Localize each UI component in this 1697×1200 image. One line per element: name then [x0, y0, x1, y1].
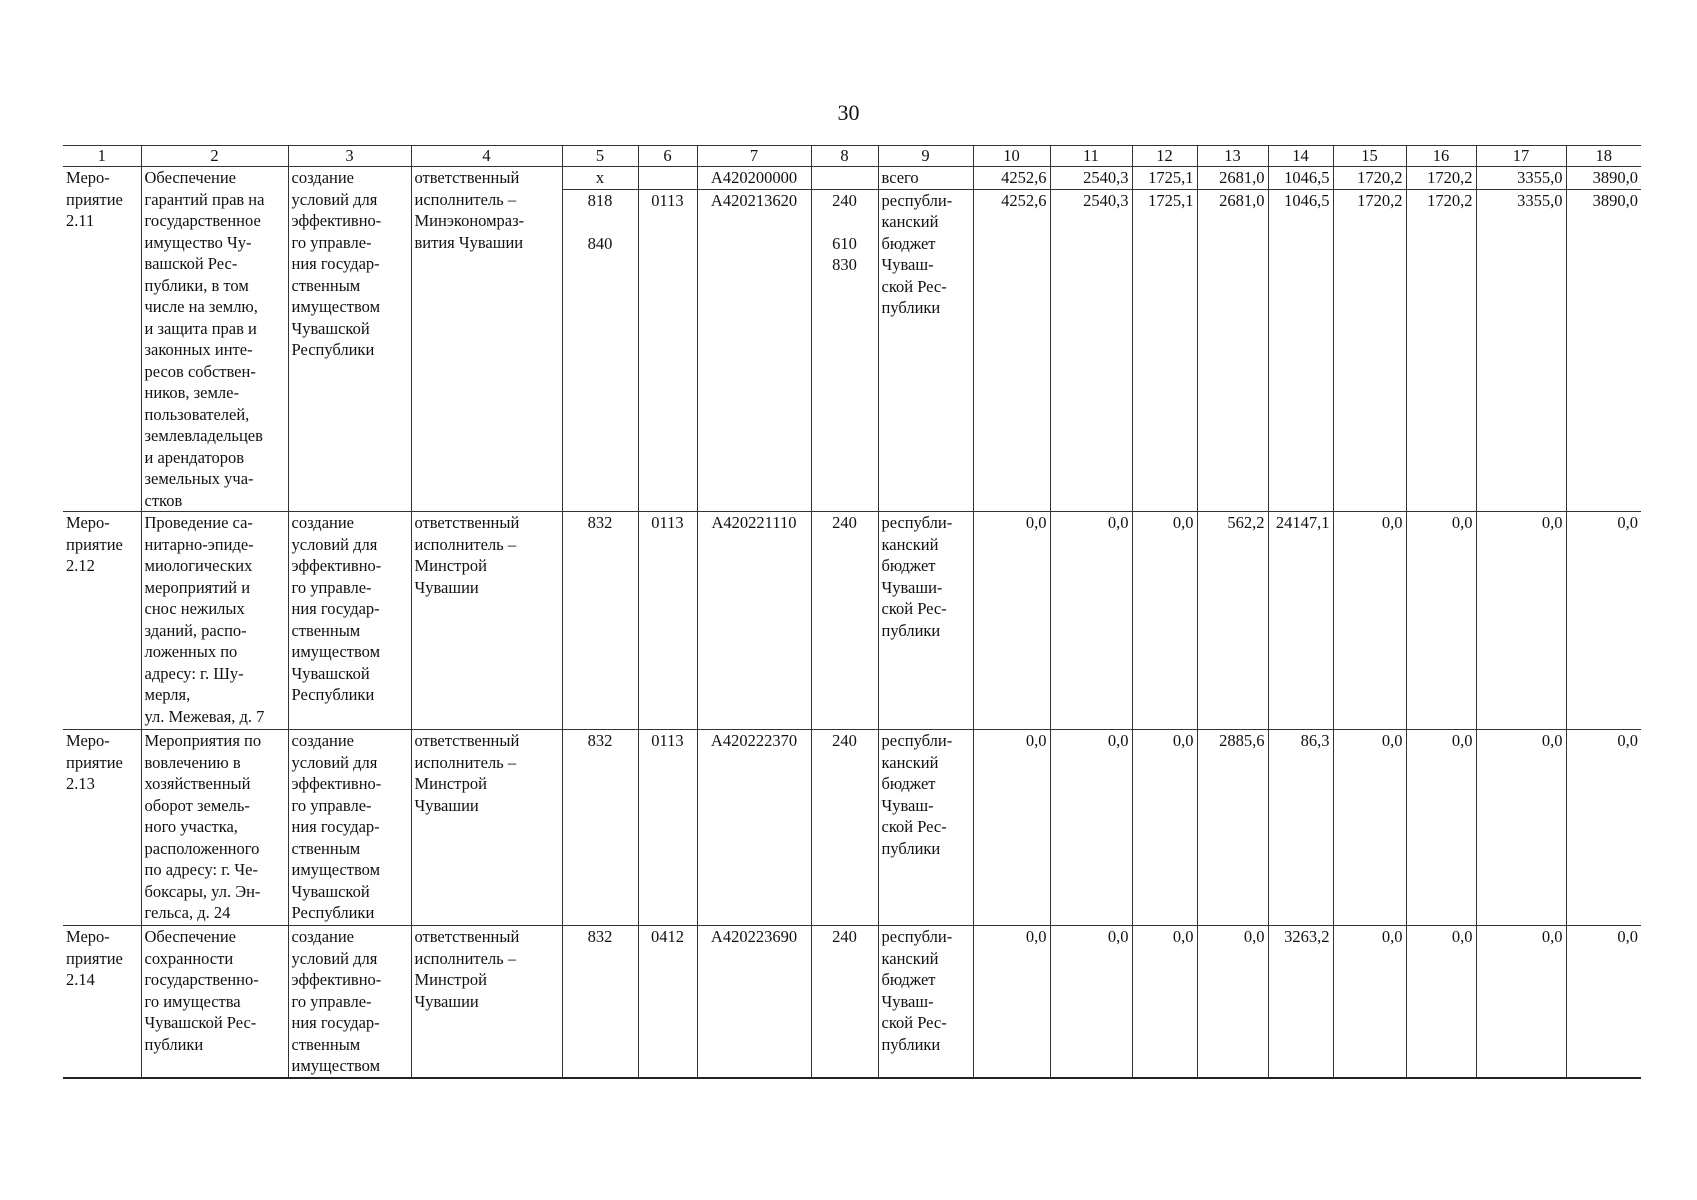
cell: республи- канский бюджет Чуваш- ской Рес- публики — [878, 926, 973, 1078]
cell: 3263,2 — [1268, 926, 1333, 1078]
cell: 832 — [562, 730, 638, 926]
header-cell: 3 — [288, 146, 411, 167]
cell: А420213620 — [697, 189, 811, 511]
cell: 0,0 — [1132, 926, 1197, 1078]
cell: 1046,5 — [1268, 189, 1333, 511]
cell: 0,0 — [1050, 512, 1132, 730]
cell: 0,0 — [1476, 926, 1566, 1078]
cell: 1720,2 — [1406, 189, 1476, 511]
header-cell: 1 — [63, 146, 141, 167]
header-cell: 14 — [1268, 146, 1333, 167]
header-cell: 4 — [411, 146, 562, 167]
header-cell: 9 — [878, 146, 973, 167]
cell: 240 — [811, 512, 878, 730]
cell: 0,0 — [973, 926, 1050, 1078]
header-cell: 5 — [562, 146, 638, 167]
cell: 86,3 — [1268, 730, 1333, 926]
header-cell: 8 — [811, 146, 878, 167]
header-cell: 12 — [1132, 146, 1197, 167]
cell: А420223690 — [697, 926, 811, 1078]
cell: 1725,1 — [1132, 167, 1197, 190]
cell: республи- канский бюджет Чуваш- ской Рес- публики — [878, 730, 973, 926]
cell: А420222370 — [697, 730, 811, 926]
cell: 4252,6 — [973, 167, 1050, 190]
cell: А420200000 — [697, 167, 811, 190]
cell: 2540,3 — [1050, 189, 1132, 511]
cell: 818 840 — [562, 189, 638, 511]
header-cell: 2 — [141, 146, 288, 167]
event-name: Обеспечение сохранности государственно- го имущества Чувашской Рес- публики — [141, 926, 288, 1078]
cell: 1720,2 — [1333, 167, 1406, 190]
cell — [638, 167, 697, 190]
cell: 1720,2 — [1406, 167, 1476, 190]
cell: 0,0 — [1197, 926, 1268, 1078]
header-cell: 13 — [1197, 146, 1268, 167]
program-events-table — [63, 145, 1641, 1079]
event-number: Меро- приятие 2.12 — [63, 512, 141, 730]
cell: 0,0 — [1566, 512, 1641, 730]
cell: х — [562, 167, 638, 190]
cell — [811, 167, 878, 190]
event-name: Обеспечение гарантий прав на государственное имущество Чу- вашской Рес- публики, в том числе на землю, и защита прав и законных инте- ресов собствен- ников, земле- пользователей, землевладельцев и арендаторов земельных уча- стков — [141, 167, 288, 512]
header-cell: 6 — [638, 146, 697, 167]
cell: 0,0 — [1406, 512, 1476, 730]
cell: всего — [878, 167, 973, 190]
cell: 2681,0 — [1197, 189, 1268, 511]
cell: 0,0 — [1333, 512, 1406, 730]
cell: 2681,0 — [1197, 167, 1268, 190]
cell: 0113 — [638, 189, 697, 511]
cell: 3890,0 — [1566, 189, 1641, 511]
cell: 0113 — [638, 512, 697, 730]
cell: 0,0 — [1050, 926, 1132, 1078]
cell: 0,0 — [1476, 512, 1566, 730]
table-row — [63, 926, 1641, 1078]
cell: 832 — [562, 926, 638, 1078]
event-name: Мероприятия по вовлечению в хозяйственный оборот земель- ного участка, расположенного по адресу: г. Че- боксары, ул. Эн- гельса, д. 24 — [141, 730, 288, 926]
cell: 0412 — [638, 926, 697, 1078]
cell: 0,0 — [1132, 730, 1197, 926]
cell: 0113 — [638, 730, 697, 926]
cell: 1046,5 — [1268, 167, 1333, 190]
header-cell: 11 — [1050, 146, 1132, 167]
cell: 0,0 — [1566, 730, 1641, 926]
header-cell: 17 — [1476, 146, 1566, 167]
event-goal: создание условий для эффективно- го управле- ния государ- ственным имуществом Чувашской Республики — [288, 730, 411, 926]
header-cell: 18 — [1566, 146, 1641, 167]
cell: 24147,1 — [1268, 512, 1333, 730]
event-goal: создание условий для эффективно- го управле- ния государ- ственным имуществом Чувашской Республики — [288, 512, 411, 730]
cell: 0,0 — [973, 512, 1050, 730]
cell: 0,0 — [1333, 730, 1406, 926]
cell: 0,0 — [1476, 730, 1566, 926]
cell: 0,0 — [1333, 926, 1406, 1078]
cell: 3355,0 — [1476, 167, 1566, 190]
cell: 3890,0 — [1566, 167, 1641, 190]
cell: 0,0 — [1406, 926, 1476, 1078]
event-executor: ответственный исполнитель – Минстрой Чувашии — [411, 512, 562, 730]
header-cell: 7 — [697, 146, 811, 167]
event-name: Проведение са- нитарно-эпиде- миологических мероприятий и снос нежилых зданий, распо- ложенных по адресу: г. Шу- мерля, ул. Межевая, д. 7 — [141, 512, 288, 730]
event-executor: ответственный исполнитель – Минстрой Чувашии — [411, 730, 562, 926]
cell: 2885,6 — [1197, 730, 1268, 926]
cell: республи- канский бюджет Чуваши- ской Рес- публики — [878, 512, 973, 730]
cell: 0,0 — [1406, 730, 1476, 926]
cell: 240 610 830 — [811, 189, 878, 511]
header-cell: 16 — [1406, 146, 1476, 167]
cell: 1725,1 — [1132, 189, 1197, 511]
cell: 240 — [811, 926, 878, 1078]
header-row — [63, 146, 1641, 167]
cell: 1720,2 — [1333, 189, 1406, 511]
cell: 562,2 — [1197, 512, 1268, 730]
header-cell: 10 — [973, 146, 1050, 167]
cell: 0,0 — [1132, 512, 1197, 730]
event-executor: ответственный исполнитель – Минэкономраз- вития Чувашии — [411, 167, 562, 512]
cell: 4252,6 — [973, 189, 1050, 511]
table-row — [63, 730, 1641, 926]
event-number: Меро- приятие 2.11 — [63, 167, 141, 512]
cell: 0,0 — [1050, 730, 1132, 926]
event-executor: ответственный исполнитель – Минстрой Чувашии — [411, 926, 562, 1078]
page-number: 30 — [837, 100, 860, 125]
cell: 2540,3 — [1050, 167, 1132, 190]
cell: 3355,0 — [1476, 189, 1566, 511]
header-cell: 15 — [1333, 146, 1406, 167]
cell: 0,0 — [973, 730, 1050, 926]
cell: республи- канский бюджет Чуваш- ской Рес- публики — [878, 189, 973, 511]
event-goal: создание условий для эффективно- го управле- ния государ- ственным имуществом — [288, 926, 411, 1078]
event-goal: создание условий для эффективно- го управле- ния государ- ственным имуществом Чувашской Республики — [288, 167, 411, 512]
table-row — [63, 512, 1641, 730]
cell: 240 — [811, 730, 878, 926]
event-number: Меро- приятие 2.13 — [63, 730, 141, 926]
table-row — [63, 167, 1641, 190]
event-number: Меро- приятие 2.14 — [63, 926, 141, 1078]
cell: А420221110 — [697, 512, 811, 730]
cell: 832 — [562, 512, 638, 730]
cell: 0,0 — [1566, 926, 1641, 1078]
